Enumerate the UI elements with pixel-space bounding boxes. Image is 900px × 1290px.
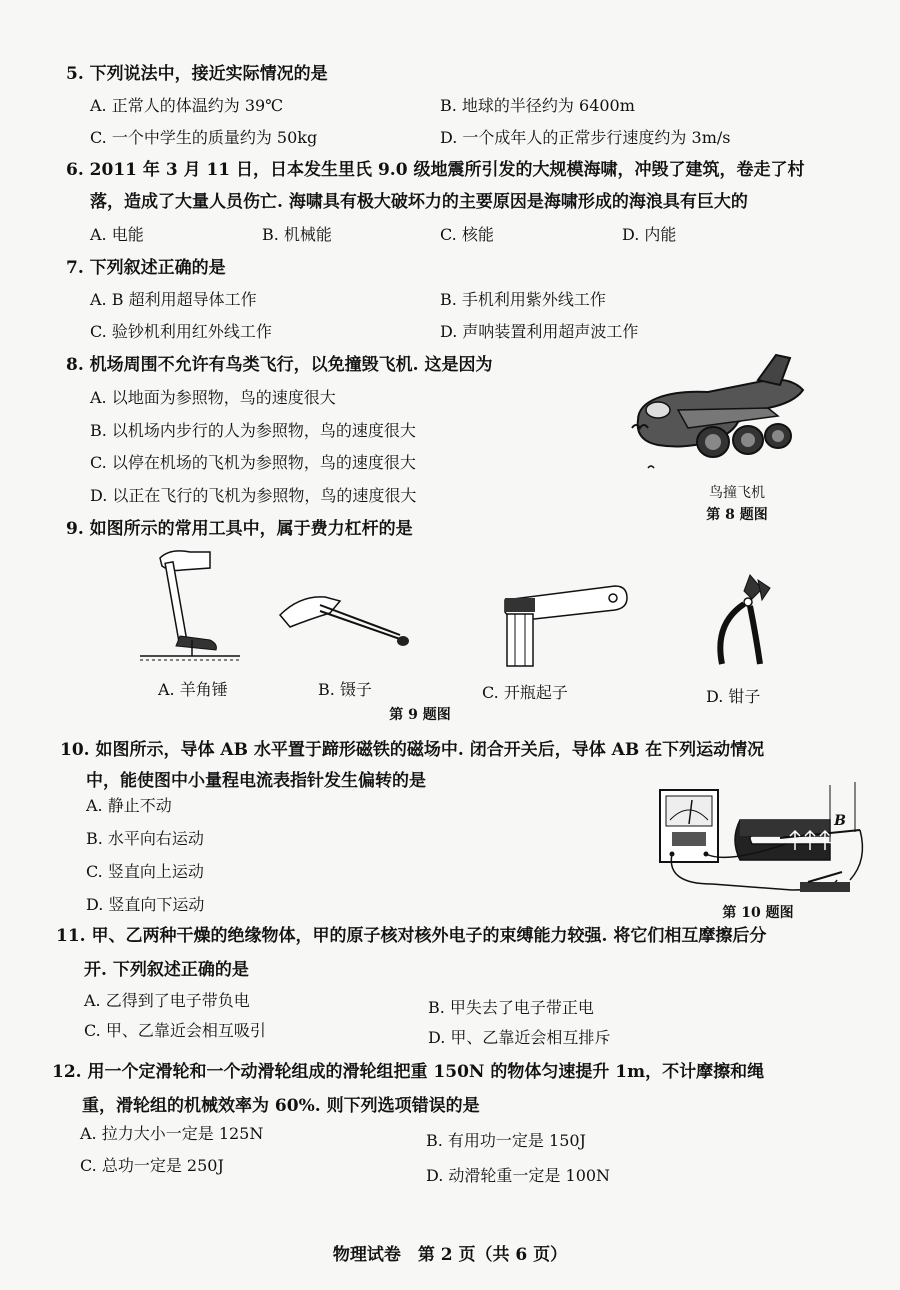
question-12-option-c: C. 总功一定是 250J bbox=[80, 1156, 224, 1175]
question-6-stem-line2: 落，造成了大量人员伤亡. 海啸具有极大破坏力的主要原因是海啸形成的海浪具有巨大的 bbox=[90, 192, 748, 212]
question-7-option-b: B. 手机利用紫外线工作 bbox=[440, 290, 606, 309]
question-7-option-d: D. 声呐装置利用超声波工作 bbox=[440, 322, 639, 341]
question-5-stem: 5. 下列说法中，接近实际情况的是 bbox=[66, 64, 328, 84]
question-7-option-c: C. 验钞机利用红外线工作 bbox=[90, 322, 272, 341]
tweezers-figure bbox=[275, 585, 415, 655]
question-5-option-d: D. 一个成年人的正常步行速度约为 3m/s bbox=[440, 128, 731, 147]
question-9-option-c: C. 开瓶起子 bbox=[482, 683, 568, 702]
question-11-option-c: C. 甲、乙靠近会相互吸引 bbox=[84, 1021, 266, 1040]
question-10-stem-line1: 10. 如图所示，导体 AB 水平置于蹄形磁铁的磁场中. 闭合开关后，导体 AB 在下列运动情况 bbox=[60, 740, 765, 760]
question-5-option-a: A. 正常人的体温约为 39℃ bbox=[90, 96, 284, 115]
question-7-stem: 7. 下列叙述正确的是 bbox=[66, 258, 226, 278]
question-11-stem-line1: 11. 甲、乙两种干燥的绝缘物体，甲的原子核对核外电子的束缚能力较强. 将它们相互摩擦后分 bbox=[56, 926, 767, 946]
question-6-option-b: B. 机械能 bbox=[262, 225, 332, 244]
question-10-option-b: B. 水平向右运动 bbox=[86, 829, 204, 848]
question-12-option-b: B. 有用功一定是 150J bbox=[426, 1131, 586, 1150]
question-8-option-b: B. 以机场内步行的人为参照物，鸟的速度很大 bbox=[90, 421, 416, 440]
question-6-stem-line1: 6. 2011 年 3 月 11 日，日本发生里氏 9.0 级地震所引发的大规模海啸，冲毁了建筑，卷走了村 bbox=[66, 160, 805, 180]
bottle-opener-figure bbox=[495, 580, 635, 670]
question-12-stem-line1: 12. 用一个定滑轮和一个动滑轮组成的滑轮组把重 150N 的物体匀速提升 1m，不计摩擦和绳 bbox=[52, 1062, 765, 1082]
question-11-option-a: A. 乙得到了电子带负电 bbox=[84, 991, 250, 1010]
question-10-option-a: A. 静止不动 bbox=[86, 796, 172, 815]
question-7-option-a: A. B 超利用超导体工作 bbox=[90, 290, 257, 309]
question-10-option-d: D. 竖直向下运动 bbox=[86, 895, 205, 914]
question-9-option-a: A. 羊角锤 bbox=[158, 680, 228, 699]
question-12-option-d: D. 动滑轮重一定是 100N bbox=[426, 1166, 611, 1185]
question-9-figure-label: 第 9 题图 bbox=[389, 707, 451, 723]
electromagnetic-induction-figure bbox=[650, 780, 870, 900]
page-footer: 物理试卷 第 2 页（共 6 页） bbox=[332, 1245, 568, 1265]
question-12-stem-line2: 重，滑轮组的机械效率为 60%. 则下列选项错误的是 bbox=[82, 1096, 480, 1116]
question-10-figure-point-b: B bbox=[834, 813, 846, 829]
question-12-option-a: A. 拉力大小一定是 125N bbox=[80, 1124, 264, 1143]
question-9-stem: 9. 如图所示的常用工具中，属于费力杠杆的是 bbox=[66, 519, 413, 539]
pliers-figure bbox=[700, 570, 780, 670]
question-6-option-c: C. 核能 bbox=[440, 225, 494, 244]
question-8-option-a: A. 以地面为参照物，鸟的速度很大 bbox=[90, 388, 336, 407]
question-9-option-d: D. 钳子 bbox=[706, 687, 761, 706]
question-11-option-b: B. 甲失去了电子带正电 bbox=[428, 998, 594, 1017]
question-6-option-a: A. 电能 bbox=[90, 225, 144, 244]
question-11-stem-line2: 开. 下列叙述正确的是 bbox=[84, 960, 249, 980]
question-10-figure-label: 第 10 题图 bbox=[722, 905, 794, 921]
question-9-option-b: B. 镊子 bbox=[318, 680, 372, 699]
question-6-option-d: D. 内能 bbox=[622, 225, 677, 244]
question-11-option-d: D. 甲、乙靠近会相互排斥 bbox=[428, 1028, 611, 1047]
question-5-option-b: B. 地球的半径约为 6400m bbox=[440, 96, 635, 115]
question-8-option-d: D. 以正在飞行的飞机为参照物，鸟的速度很大 bbox=[90, 486, 417, 505]
question-8-figure-caption: 鸟撞飞机 bbox=[709, 485, 765, 501]
claw-hammer-figure bbox=[140, 548, 240, 666]
question-8-stem: 8. 机场周围不允许有鸟类飞行，以免撞毁飞机. 这是因为 bbox=[66, 355, 493, 375]
question-5-option-c: C. 一个中学生的质量约为 50kg bbox=[90, 128, 318, 147]
airplane-bird-figure bbox=[618, 350, 818, 480]
question-8-option-c: C. 以停在机场的飞机为参照物，鸟的速度很大 bbox=[90, 453, 416, 472]
question-10-stem-line2: 中，能使图中小量程电流表指针发生偏转的是 bbox=[86, 771, 426, 791]
question-8-figure-label: 第 8 题图 bbox=[706, 507, 768, 523]
question-10-option-c: C. 竖直向上运动 bbox=[86, 862, 204, 881]
